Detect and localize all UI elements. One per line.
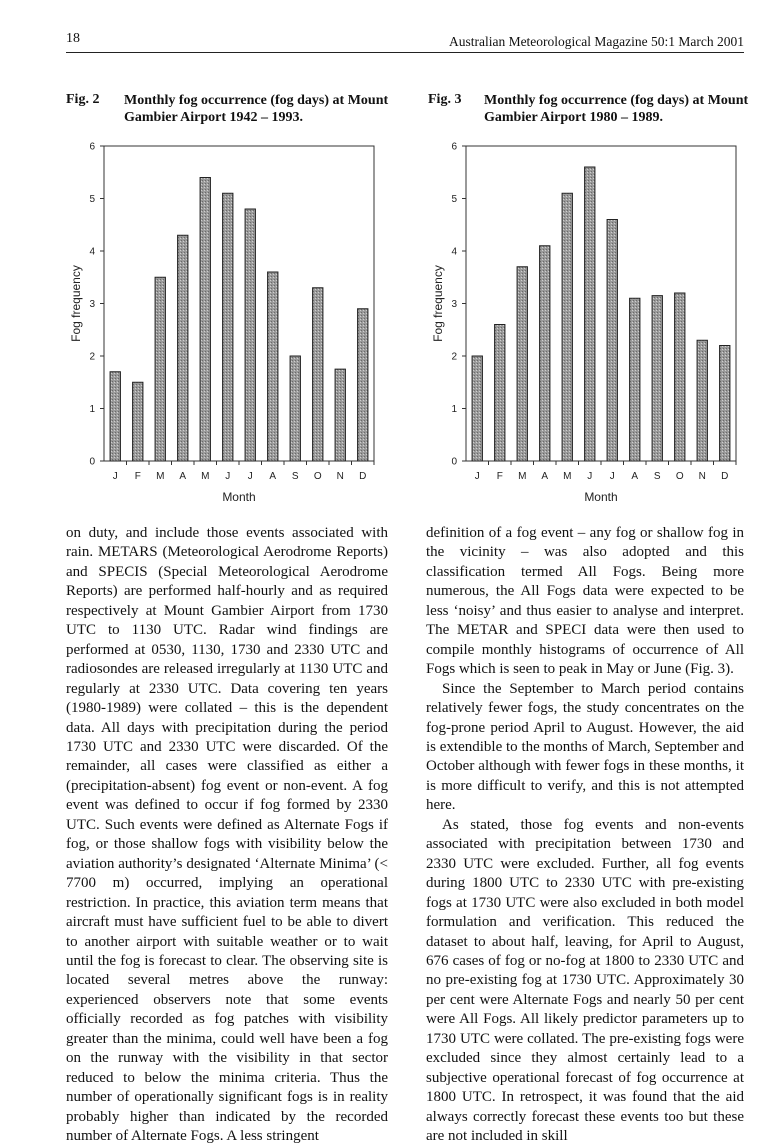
fig2-caption — [124, 92, 388, 126]
bar-m-2 — [517, 267, 527, 461]
bar-o-9 — [313, 288, 323, 461]
bar-d-11 — [358, 309, 368, 461]
x-axis-label: Month — [222, 490, 256, 504]
bar-j-5 — [223, 193, 233, 461]
y-tick-label: 5 — [451, 194, 457, 205]
fig3-bar-chart — [432, 132, 752, 512]
x-tick-label: M — [563, 471, 572, 482]
y-axis-label: Fog frequency — [431, 265, 445, 342]
fig2-caption-line1: Monthly fog occurrence (fog days) at Mount — [124, 93, 389, 108]
bar-a-7 — [630, 298, 640, 461]
fig3-caption — [484, 92, 748, 126]
paragraph: definition of a fog event – any fog or shallow fog in the vicinity – was also adopted and this classification termed All Fogs. Being more numerous, the All Fogs data were expected to be less ‘noisy’ and thus easier to analyse and interpret. The METAR and SPECI data were then used to compile monthly histograms of occurrence of All Fogs which is seen to peak in May or June (Fig. 3). — [426, 525, 744, 678]
x-tick-label: S — [653, 471, 661, 482]
x-tick-label: N — [336, 471, 344, 482]
fig2-caption-line2: Gambier Airport 1942 – 1993. — [124, 110, 304, 125]
x-tick-label: A — [631, 471, 639, 482]
x-tick-label: M — [518, 471, 527, 482]
fig3-label: Fig. 3 — [428, 92, 462, 107]
bar-j-5 — [585, 167, 595, 461]
y-axis-label: Fog frequency — [69, 265, 83, 342]
right-text-column — [426, 524, 744, 1147]
bar-f-1 — [133, 382, 143, 461]
y-tick-label: 4 — [451, 246, 457, 258]
bar-n-10 — [697, 340, 707, 461]
x-tick-label: F — [496, 471, 503, 482]
x-tick-label: J — [225, 471, 231, 482]
bar-a-3 — [178, 235, 188, 461]
y-tick-label: 1 — [451, 404, 457, 415]
x-tick-label: F — [134, 471, 141, 482]
x-tick-label: D — [721, 471, 729, 482]
bar-a-7 — [268, 272, 278, 461]
y-tick-label: 6 — [89, 141, 95, 153]
fig2-bar-chart — [70, 132, 390, 512]
y-tick-label: 3 — [89, 299, 95, 310]
page-number: 18 — [66, 31, 80, 46]
paragraph: As stated, those fog events and non-events associated with precipitation between 1730 and 2330 UTC were excluded. Further, all fog events during 1800 UTC to 2330 UTC with pre-existing fogs at 1730 UTC were also excluded in both model formulation and verification. This reduced the dataset to about half, leaving, for April to August, 676 cases of fog or no-fog at 1800 to 2330 UTC and no pre-existing fog at 1730 UTC. Approximately 30 per cent were Alternate Fogs and nearly 50 per cent were All Fogs. All likely predictor parameters up to 1730 UTC were collated. The pre-existing fogs were excluded since they almost certainly lead to a subjective operational forecast of fog occurrence at 1800 UTC. In retrospect, it was found that the aid always correctly forecast these events too but these are not included in skill — [426, 816, 744, 1145]
bar-d-11 — [720, 346, 730, 462]
y-tick-label: 0 — [451, 456, 457, 468]
bar-j-6 — [607, 220, 617, 462]
bar-m-2 — [155, 277, 165, 461]
bar-a-3 — [540, 246, 550, 461]
x-tick-label: J — [474, 471, 480, 482]
left-text-column — [66, 524, 388, 1147]
y-tick-label: 1 — [89, 404, 95, 415]
y-tick-label: 6 — [451, 141, 457, 153]
x-tick-label: M — [156, 471, 165, 482]
x-tick-label: O — [313, 471, 322, 482]
x-axis-label: Month — [584, 490, 618, 504]
bar-j-6 — [245, 209, 255, 461]
plot-frame — [104, 146, 374, 461]
bar-j-0 — [472, 356, 482, 461]
x-tick-label: A — [269, 471, 277, 482]
paragraph: Since the September to March period contains relatively fewer fogs, the study concentrates on the fog-prone period April to August. However, the aid is extendible to the months of March, September and October although with fewer fogs in these months, it is more difficult to verify, and this is not attempted here. — [426, 680, 744, 814]
x-tick-label: N — [698, 471, 706, 482]
x-tick-label: O — [675, 471, 684, 482]
y-tick-label: 2 — [451, 351, 457, 363]
x-tick-label: D — [359, 471, 367, 482]
fig3-caption-line2: Gambier Airport 1980 – 1989. — [484, 110, 664, 125]
running-header: Australian Meteorological Magazine 50:1 March 2001 — [448, 34, 744, 49]
x-tick-label: S — [291, 471, 299, 482]
bar-n-10 — [335, 369, 345, 461]
x-tick-label: J — [247, 471, 253, 482]
x-tick-label: M — [201, 471, 210, 482]
x-tick-label: J — [609, 471, 615, 482]
x-tick-label: A — [179, 471, 187, 482]
y-tick-label: 4 — [89, 246, 95, 258]
x-tick-label: J — [112, 471, 118, 482]
y-tick-label: 0 — [89, 456, 95, 468]
x-tick-label: A — [541, 471, 549, 482]
bar-f-1 — [495, 325, 505, 462]
paragraph: on duty, and include those events associated with rain. METARS (Meteorological Aerodrome Reports) and SPECIS (Special Meteorological Aerodrome Reports) are performed half-hourly and as required respectively at Mount Gambier Airport from 1730 UTC to 1130 UTC. Radar wind findings are performed at 0530, 1130, 1730 and 2330 UTC and radiosondes are released irregularly at 1130 UTC and regularly at 2330 UTC. Data covering ten years (1980-1989) were collated – this is the dependent data. All days with precipitation during the period 1730 UTC and 2330 UTC were discarded. Of the remainder, all cases were classified as either a (precipitation-absent) fog event or non-event. A fog event was defined to occur if fog formed by 2330 UTC. Such events were defined as Alternate Fogs if fog, or those shallow fogs with visibility below the aviation authority’s designated ‘Alternate Minima’ (< 7700 m) occurred, implying an operational restriction. In practice, this aviation term means that aircraft must have sufficient fuel to be able to divert to another airport with suitable weather or to wait until the fog is forecast to clear. The observing site is located several metres above the runway: experienced observers note that some events officially recorded as fog patches with visibility greater than the minima, could well have been a fog on the runway with the visibility in that sector reduced to below the minima criteria. Thus the number of operationally significant fogs is in reality probably higher than indicated by the recorded number of Alternate Fogs. A less stringent — [66, 525, 388, 1145]
y-tick-label: 3 — [451, 299, 457, 310]
x-tick-label: J — [587, 471, 593, 482]
bar-s-8 — [652, 296, 662, 461]
bar-m-4 — [562, 193, 572, 461]
bar-m-4 — [200, 178, 210, 462]
y-tick-label: 2 — [89, 351, 95, 363]
bar-j-0 — [110, 372, 120, 461]
fig3-caption-line1: Monthly fog occurrence (fog days) at Mount — [484, 93, 749, 108]
bar-o-9 — [675, 293, 685, 461]
y-tick-label: 5 — [89, 194, 95, 205]
plot-frame — [466, 146, 736, 461]
bar-s-8 — [290, 356, 300, 461]
fig2-label: Fig. 2 — [66, 92, 100, 107]
header-rule — [66, 52, 744, 53]
